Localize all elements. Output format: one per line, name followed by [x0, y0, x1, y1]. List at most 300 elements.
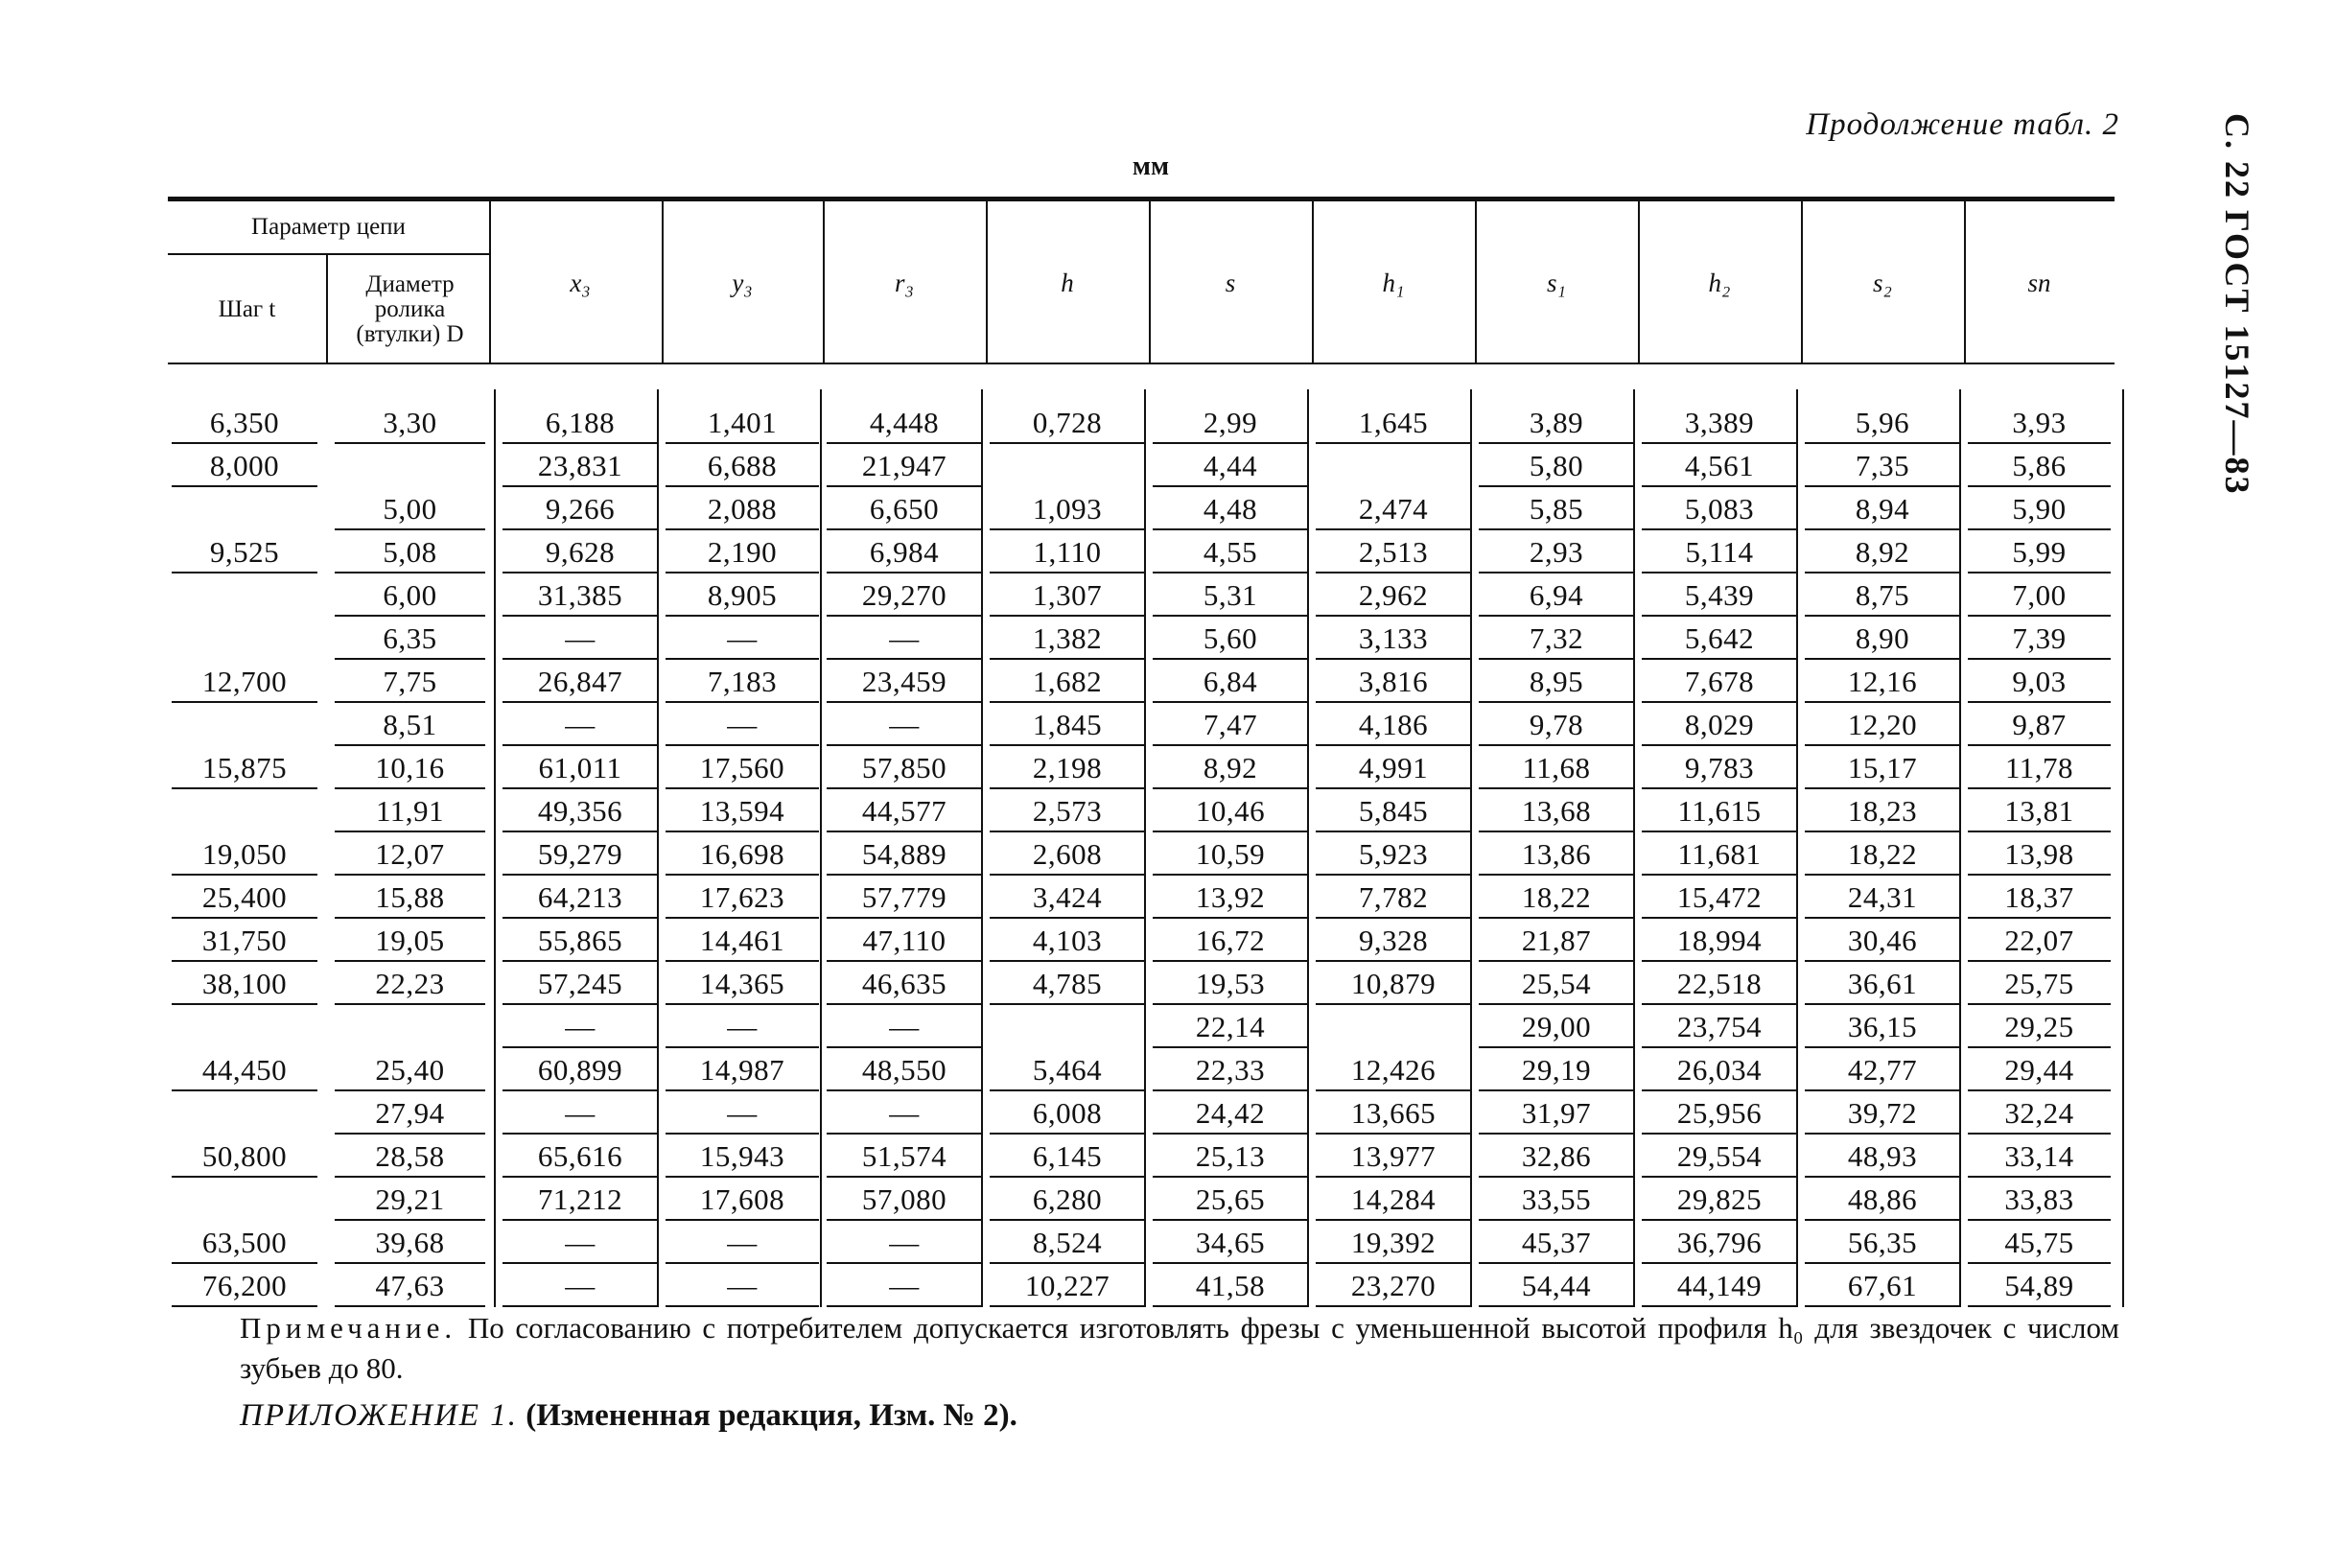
cell-s: 41,58	[1195, 1268, 1266, 1302]
cell-r3: 57,850	[861, 750, 947, 784]
cell-rule	[1479, 1305, 1634, 1307]
cell-step: 15,875	[201, 750, 288, 784]
cell-r3: 47,110	[862, 923, 946, 957]
cell-h2: 7,678	[1684, 664, 1755, 698]
cell-h: 1,110	[1033, 534, 1102, 569]
cell-sn: 32,24	[2004, 1095, 2074, 1130]
cell-sn: 45,75	[2004, 1225, 2074, 1259]
cell-r3: —	[889, 1225, 920, 1259]
cell-s: 24,42	[1195, 1095, 1266, 1130]
cell-s2: 12,20	[1847, 707, 1918, 741]
cell-s2: 7,35	[1855, 448, 1910, 482]
cell-h: 1,093	[1032, 491, 1103, 526]
cell-h2: 29,554	[1676, 1138, 1763, 1173]
column-divider	[1796, 389, 1798, 1307]
cell-y3: —	[727, 620, 758, 655]
cell-diameter: 7,75	[383, 664, 437, 698]
cell-y3: 15,943	[699, 1138, 785, 1173]
cell-s: 34,65	[1195, 1225, 1266, 1259]
cell-s: 13,92	[1195, 879, 1266, 914]
table-row	[168, 444, 2115, 487]
cell-diameter: 47,63	[375, 1268, 445, 1302]
cell-s1: 29,00	[1521, 1009, 1592, 1043]
cell-s1: 6,94	[1529, 577, 1584, 612]
cell-rule	[172, 1305, 317, 1307]
cell-h1: 2,474	[1358, 491, 1429, 526]
cell-y3: 16,698	[699, 836, 785, 871]
cell-x3: 23,831	[537, 448, 623, 482]
table-row	[168, 1264, 2115, 1307]
cell-s2: 18,22	[1847, 836, 1918, 871]
cell-y3: 17,560	[699, 750, 785, 784]
cell-y3: 7,183	[707, 664, 778, 698]
cell-h2: 29,825	[1676, 1182, 1763, 1216]
column-divider	[1307, 389, 1309, 1307]
cell-s1: 8,95	[1529, 664, 1584, 698]
cell-y3: —	[727, 1268, 758, 1302]
cell-s: 5,60	[1203, 620, 1258, 655]
cell-x3: 71,212	[537, 1182, 623, 1216]
cell-h1: 4,991	[1358, 750, 1429, 784]
cell-sn: 33,83	[2004, 1182, 2074, 1216]
cell-h1	[1312, 444, 1475, 487]
cell-step	[168, 573, 321, 617]
table-row	[168, 789, 2115, 832]
cell-rule	[1642, 1305, 1797, 1307]
note-text: По согласованию с потребителем допускается изготовлять фрезы с уменьшенной высотой профиля h₀ для звездочек с числом зубьев до 80.	[240, 1311, 2120, 1385]
cell-h: 6,008	[1032, 1095, 1103, 1130]
cell-r3: 57,080	[861, 1182, 947, 1216]
column-header-diameter: Диаметр ролика (втулки) D	[356, 270, 464, 348]
table-row	[168, 746, 2115, 789]
cell-s2: 36,61	[1847, 966, 1918, 1000]
cell-h: 2,573	[1032, 793, 1103, 828]
cell-h1: 13,665	[1350, 1095, 1437, 1130]
cell-step: 6,350	[209, 405, 280, 439]
cell-x3: —	[565, 1225, 596, 1259]
cell-r3: 51,574	[861, 1138, 947, 1173]
cell-h2: 25,956	[1676, 1095, 1763, 1130]
cell-h2: 8,029	[1684, 707, 1755, 741]
table-row	[168, 1091, 2115, 1135]
cell-y3: —	[727, 1009, 758, 1043]
header-divider	[823, 201, 825, 364]
cell-x3: —	[565, 1268, 596, 1302]
cell-s1: 3,89	[1529, 405, 1584, 439]
cell-h2: 22,518	[1676, 966, 1763, 1000]
cell-diameter: 6,35	[383, 620, 437, 655]
cell-x3: 57,245	[537, 966, 623, 1000]
page-stamp: С. 22 ГОСТ 15127—83	[2218, 113, 2256, 496]
cell-s: 22,14	[1195, 1009, 1266, 1043]
column-divider	[981, 389, 983, 1307]
column-divider	[1470, 389, 1472, 1307]
units-label: мм	[1132, 152, 1170, 181]
cell-sn: 7,39	[2012, 620, 2067, 655]
cell-s2: 8,90	[1855, 620, 1910, 655]
cell-y3: —	[727, 1225, 758, 1259]
cell-r3: 57,779	[861, 879, 947, 914]
cell-s: 4,48	[1203, 491, 1258, 526]
cell-x3: —	[565, 1095, 596, 1130]
column-divider	[494, 389, 496, 1307]
cell-s: 7,47	[1203, 707, 1258, 741]
cell-s2: 42,77	[1847, 1052, 1918, 1087]
cell-y3: 2,190	[707, 534, 778, 569]
cell-h2: 3,389	[1684, 405, 1755, 439]
table-row	[168, 487, 2115, 530]
cell-rule	[666, 1305, 819, 1307]
header-divider	[662, 201, 664, 364]
cell-r3: 54,889	[861, 836, 947, 871]
cell-s: 19,53	[1195, 966, 1266, 1000]
header-bottom-rule	[168, 363, 2115, 364]
cell-s1: 54,44	[1521, 1268, 1592, 1302]
header-divider	[1312, 201, 1314, 364]
cell-h: 1,682	[1032, 664, 1103, 698]
cell-s: 8,92	[1203, 750, 1258, 784]
cell-step	[168, 1091, 321, 1135]
cell-y3: —	[727, 1095, 758, 1130]
cell-x3: 55,865	[537, 923, 623, 957]
cell-h2: 36,796	[1676, 1225, 1763, 1259]
cell-sn: 25,75	[2004, 966, 2074, 1000]
cell-diameter	[331, 1005, 489, 1048]
cell-diameter: 27,94	[375, 1095, 445, 1130]
cell-h: 4,785	[1032, 966, 1103, 1000]
table-row	[168, 919, 2115, 962]
table-row	[168, 530, 2115, 573]
cell-h2: 44,149	[1676, 1268, 1763, 1302]
cell-diameter: 29,21	[375, 1182, 445, 1216]
cell-s2: 30,46	[1847, 923, 1918, 957]
header-divider	[326, 255, 328, 363]
cell-step	[168, 703, 321, 746]
column-header-sn: sn	[2027, 268, 2051, 297]
cell-step: 44,450	[201, 1052, 288, 1087]
note-label: Примечание.	[240, 1311, 457, 1345]
table-row	[168, 876, 2115, 919]
table-row	[168, 832, 2115, 876]
cell-h: 1,382	[1032, 620, 1103, 655]
cell-sn: 29,44	[2004, 1052, 2074, 1087]
cell-s1: 5,85	[1529, 491, 1584, 526]
header-divider	[489, 201, 491, 364]
appendix-text: (Измененная редакция, Изм. № 2).	[526, 1398, 1017, 1433]
cell-s: 25,13	[1195, 1138, 1266, 1173]
cell-h: 3,424	[1032, 879, 1103, 914]
cell-s1: 5,80	[1529, 448, 1584, 482]
cell-h: 0,728	[1032, 405, 1103, 439]
cell-s2: 8,94	[1855, 491, 1910, 526]
cell-diameter: 6,00	[383, 577, 437, 612]
cell-r3: 44,577	[861, 793, 947, 828]
cell-r3: —	[889, 707, 920, 741]
cell-y3: 14,365	[699, 966, 785, 1000]
cell-r3: —	[889, 1095, 920, 1130]
header-divider	[1149, 201, 1151, 364]
cell-h1: 4,186	[1358, 707, 1429, 741]
cell-s1: 18,22	[1521, 879, 1592, 914]
cell-y3: —	[727, 707, 758, 741]
cell-rule	[335, 1305, 485, 1307]
cell-s1: 9,78	[1529, 707, 1584, 741]
cell-step: 31,750	[201, 923, 288, 957]
cell-h: 5,464	[1032, 1052, 1103, 1087]
cell-step: 76,200	[201, 1268, 288, 1302]
cell-h1: 7,782	[1358, 879, 1429, 914]
table-caption: Продолжение табл. 2	[1806, 107, 2119, 142]
cell-h2: 11,615	[1677, 793, 1762, 828]
column-header-h1: h₁	[1382, 268, 1405, 297]
cell-s1: 7,32	[1529, 620, 1584, 655]
cell-step: 38,100	[201, 966, 288, 1000]
cell-h1: 13,977	[1350, 1138, 1437, 1173]
column-header-h2: h₂	[1708, 268, 1731, 297]
header-divider	[1475, 201, 1477, 364]
cell-x3: 59,279	[537, 836, 623, 871]
column-header-s2: s₂	[1873, 268, 1892, 297]
table-row	[168, 1221, 2115, 1264]
cell-h1: 14,284	[1350, 1182, 1437, 1216]
cell-r3: 48,550	[861, 1052, 947, 1087]
cell-r3: 21,947	[861, 448, 947, 482]
cell-h2: 15,472	[1676, 879, 1763, 914]
cell-x3: 64,213	[537, 879, 623, 914]
cell-sn: 18,37	[2004, 879, 2074, 914]
table-row	[168, 1135, 2115, 1178]
header-divider	[1801, 201, 1803, 364]
cell-s: 10,59	[1195, 836, 1266, 871]
table-row	[168, 1005, 2115, 1048]
cell-s: 5,31	[1203, 577, 1258, 612]
cell-sn: 5,90	[2012, 491, 2067, 526]
cell-diameter: 19,05	[375, 923, 445, 957]
cell-s2: 15,17	[1847, 750, 1918, 784]
cell-h1: 12,426	[1350, 1052, 1437, 1087]
cell-diameter: 12,07	[375, 836, 445, 871]
cell-h1: 10,879	[1350, 966, 1437, 1000]
cell-y3: 17,608	[699, 1182, 785, 1216]
cell-step: 25,400	[201, 879, 288, 914]
table-row	[168, 962, 2115, 1005]
table-row	[168, 703, 2115, 746]
cell-h1: 5,845	[1358, 793, 1429, 828]
cell-s1: 2,93	[1529, 534, 1584, 569]
cell-diameter: 39,68	[375, 1225, 445, 1259]
appendix-title: ПРИЛОЖЕНИЕ 1.	[240, 1398, 518, 1433]
cell-r3: 6,984	[869, 534, 940, 569]
cell-h2: 23,754	[1676, 1009, 1763, 1043]
cell-sn: 9,87	[2012, 707, 2067, 741]
cell-h1: 3,816	[1358, 664, 1429, 698]
appendix-line	[240, 1398, 1017, 1434]
cell-h2: 5,114	[1685, 534, 1754, 569]
cell-h: 10,227	[1024, 1268, 1110, 1302]
column-divider	[1144, 389, 1146, 1307]
header-rule	[168, 253, 489, 255]
cell-s1: 31,97	[1521, 1095, 1592, 1130]
cell-h: 1,307	[1032, 577, 1103, 612]
cell-s2: 12,16	[1847, 664, 1918, 698]
cell-r3: 6,650	[869, 491, 940, 526]
cell-step: 12,700	[201, 664, 288, 698]
cell-y3: 8,905	[707, 577, 778, 612]
cell-h1	[1312, 1005, 1475, 1048]
cell-diameter: 5,00	[383, 491, 437, 526]
table-row	[168, 660, 2115, 703]
cell-step: 50,800	[201, 1138, 288, 1173]
cell-sn: 22,07	[2004, 923, 2074, 957]
cell-h: 1,845	[1032, 707, 1103, 741]
cell-s: 4,44	[1203, 448, 1258, 482]
column-divider	[657, 389, 659, 1307]
cell-h	[986, 444, 1149, 487]
cell-sn: 3,93	[2012, 405, 2067, 439]
cell-h1: 23,270	[1350, 1268, 1437, 1302]
cell-sn: 13,98	[2004, 836, 2074, 871]
cell-x3: 49,356	[537, 793, 623, 828]
cell-x3: 60,899	[537, 1052, 623, 1087]
cell-rule	[502, 1305, 658, 1307]
cell-step: 63,500	[201, 1225, 288, 1259]
cell-x3: —	[565, 620, 596, 655]
cell-diameter: 25,40	[375, 1052, 445, 1087]
cell-step	[168, 789, 321, 832]
cell-h2: 9,783	[1684, 750, 1755, 784]
cell-s2: 56,35	[1847, 1225, 1918, 1259]
cell-s: 4,55	[1203, 534, 1258, 569]
cell-h1: 1,645	[1358, 405, 1429, 439]
table-row	[168, 573, 2115, 617]
cell-x3: 65,616	[537, 1138, 623, 1173]
cell-y3: 14,987	[699, 1052, 785, 1087]
column-header-h: h	[1061, 268, 1074, 297]
cell-h2: 4,561	[1684, 448, 1755, 482]
cell-r3: 23,459	[861, 664, 947, 698]
cell-h	[986, 1005, 1149, 1048]
cell-s2: 24,31	[1847, 879, 1918, 914]
cell-sn: 5,99	[2012, 534, 2067, 569]
cell-diameter: 22,23	[375, 966, 445, 1000]
header-divider	[986, 201, 988, 364]
cell-step	[168, 487, 321, 530]
cell-h: 2,198	[1032, 750, 1103, 784]
cell-sn: 7,00	[2012, 577, 2067, 612]
cell-sn: 13,81	[2004, 793, 2074, 828]
cell-rule	[1316, 1305, 1471, 1307]
cell-s1: 25,54	[1521, 966, 1592, 1000]
cell-step: 9,525	[209, 534, 280, 569]
cell-s: 10,46	[1195, 793, 1266, 828]
header-divider	[1638, 201, 1640, 364]
cell-r3: 46,635	[861, 966, 947, 1000]
cell-sn: 11,78	[2004, 750, 2074, 784]
cell-diameter: 15,88	[375, 879, 445, 914]
cell-h2: 26,034	[1676, 1052, 1763, 1087]
cell-h1: 19,392	[1350, 1225, 1437, 1259]
cell-h: 6,280	[1032, 1182, 1103, 1216]
cell-h: 6,145	[1032, 1138, 1103, 1173]
cell-sn: 54,89	[2004, 1268, 2074, 1302]
cell-s2: 5,96	[1855, 405, 1910, 439]
cell-s: 22,33	[1195, 1052, 1266, 1087]
column-header-s: s	[1225, 268, 1236, 297]
cell-h2: 5,083	[1684, 491, 1755, 526]
table-top-rule	[168, 197, 2115, 201]
column-divider	[1633, 389, 1635, 1307]
cell-h: 8,524	[1032, 1225, 1103, 1259]
cell-s2: 67,61	[1847, 1268, 1918, 1302]
cell-s1: 13,86	[1521, 836, 1592, 871]
cell-s2: 8,75	[1855, 577, 1910, 612]
cell-rule	[1153, 1305, 1308, 1307]
cell-step: 19,050	[201, 836, 288, 871]
cell-h2: 18,994	[1676, 923, 1763, 957]
cell-diameter	[331, 444, 489, 487]
cell-sn: 29,25	[2004, 1009, 2074, 1043]
column-header-s1: s₁	[1547, 268, 1566, 297]
cell-s1: 29,19	[1521, 1052, 1592, 1087]
cell-diameter: 11,91	[375, 793, 445, 828]
cell-s2: 48,93	[1847, 1138, 1918, 1173]
cell-y3: 13,594	[699, 793, 785, 828]
cell-r3: 29,270	[861, 577, 947, 612]
cell-h2: 11,681	[1677, 836, 1762, 871]
cell-r3: —	[889, 620, 920, 655]
table-note	[240, 1308, 2119, 1389]
table-row	[168, 401, 2115, 444]
cell-s: 25,65	[1195, 1182, 1266, 1216]
column-divider	[2122, 389, 2124, 1307]
cell-x3: 6,188	[545, 405, 616, 439]
column-header-y3: y₃	[732, 268, 753, 297]
cell-h1: 2,962	[1358, 577, 1429, 612]
cell-y3: 2,088	[707, 491, 778, 526]
cell-x3: 26,847	[537, 664, 623, 698]
cell-rule	[1805, 1305, 1960, 1307]
column-header-r3: r₃	[895, 268, 914, 297]
cell-s2: 39,72	[1847, 1095, 1918, 1130]
cell-h1: 3,133	[1358, 620, 1429, 655]
cell-r3: —	[889, 1268, 920, 1302]
cell-r3: —	[889, 1009, 920, 1043]
cell-h1: 9,328	[1358, 923, 1429, 957]
group-header: Параметр цепи	[251, 213, 406, 240]
cell-sn: 9,03	[2012, 664, 2067, 698]
table-row	[168, 1178, 2115, 1221]
cell-s: 16,72	[1195, 923, 1266, 957]
cell-x3: —	[565, 1009, 596, 1043]
cell-diameter: 3,30	[383, 405, 437, 439]
cell-s1: 13,68	[1521, 793, 1592, 828]
cell-s2: 18,23	[1847, 793, 1918, 828]
cell-y3: 6,688	[707, 448, 778, 482]
cell-s1: 33,55	[1521, 1182, 1592, 1216]
cell-s2: 8,92	[1855, 534, 1910, 569]
cell-rule	[827, 1305, 982, 1307]
cell-s1: 32,86	[1521, 1138, 1592, 1173]
cell-sn: 5,86	[2012, 448, 2067, 482]
cell-s1: 45,37	[1521, 1225, 1592, 1259]
cell-h: 4,103	[1032, 923, 1103, 957]
cell-h: 2,608	[1032, 836, 1103, 871]
cell-x3: 9,266	[545, 491, 616, 526]
cell-step	[168, 617, 321, 660]
cell-h1: 5,923	[1358, 836, 1429, 871]
header-divider	[1964, 201, 1966, 364]
cell-diameter: 10,16	[375, 750, 445, 784]
